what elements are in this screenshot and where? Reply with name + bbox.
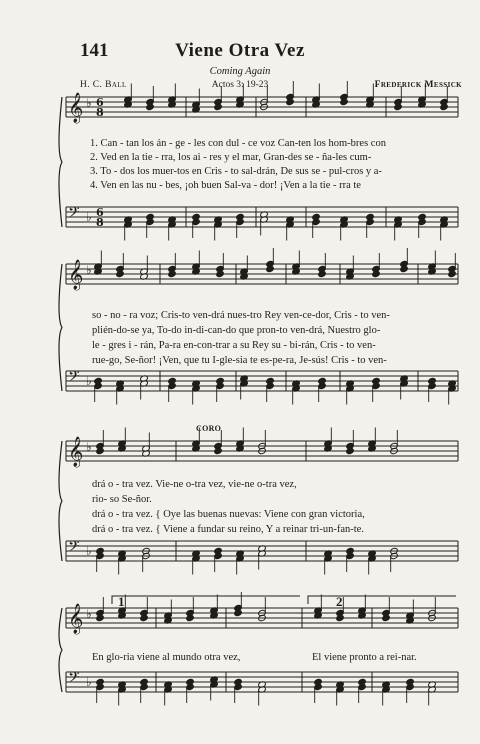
lyric-line-3: le - gres i - rán, Pa-ra en-con-trar a su Rey su - bi-rán, Cris - to ven- — [92, 340, 376, 351]
flat-sign-icon: ♭ — [86, 544, 92, 558]
verse-line-3: 3. To - dos los muer-tos en Cris - to sal-drán, De sus se - pul-cros y a- — [90, 166, 382, 177]
verse-line-4: 4. Ven en las nu - bes, ¡oh buen Sal-va - dor! ¡Ven a la tie - rra te — [90, 180, 361, 191]
scripture-ref: Actos 3: 19-23 — [211, 80, 269, 90]
verse-line-2: 2. Ved en la tie - rra, los ai - res y el mar, Gran-des se - ña-les cum- — [90, 152, 372, 163]
author: H. C. Ball — [80, 80, 127, 90]
hymn-number: 141 — [80, 40, 109, 61]
flat-sign-icon: ♭ — [86, 210, 92, 224]
second-ending-number: 2 — [336, 594, 343, 609]
flat-sign-icon: ♭ — [86, 607, 92, 621]
time-signature-bottom: 8 — [96, 106, 104, 119]
flat-sign-icon: ♭ — [86, 374, 92, 388]
bass-clef-icon: 𝄢 — [68, 204, 80, 225]
time-signature-bottom: 8 — [96, 216, 104, 229]
first-ending-number: 1 — [118, 594, 125, 609]
bass-clef-icon: 𝄢 — [68, 538, 80, 559]
time-signature-top: 6 — [96, 206, 104, 219]
verse-line-1: 1. Can - tan los án - ge - les con dul - ce voz Can-ten los hom-bres con — [90, 138, 386, 149]
bass-clef-icon: 𝄢 — [68, 368, 80, 389]
treble-clef-icon: 𝄞 — [68, 604, 84, 634]
treble-clef-icon: 𝄞 — [68, 437, 84, 467]
lyric-line-1: so - no - ra voz; Cris-to ven-drá nues-tro Rey ven-ce-dor, Cris - to ven- — [92, 310, 390, 321]
system-brace — [59, 97, 62, 227]
final-lyric-right: El viene pronto a rei-nar. — [312, 652, 417, 663]
flat-sign-icon: ♭ — [86, 675, 92, 689]
chorus-line-4: drá o - tra vez. { Viene a fundar su reino, Y a reinar tri-un-fan-te. — [92, 524, 364, 535]
treble-clef-icon: 𝄞 — [68, 260, 84, 290]
chorus-line-2: rio- so Se-ñor. — [92, 494, 152, 505]
hymn-subtitle: Coming Again — [209, 66, 271, 77]
system-brace — [59, 441, 62, 561]
final-lyric-left: En glo-ria viene al mundo otra vez, — [92, 652, 241, 663]
hymn-title: Viene Otra Vez — [175, 40, 305, 61]
flat-sign-icon: ♭ — [86, 440, 92, 454]
chorus-label: CORO — [196, 424, 222, 433]
flat-sign-icon: ♭ — [86, 263, 92, 277]
system-brace — [59, 264, 62, 391]
lyric-line-2: plién-do-se ya, To-do in-di-can-do que pron-to ven-drá, Nuestro glo- — [92, 325, 381, 336]
flat-sign-icon: ♭ — [86, 96, 92, 110]
chorus-line-1: drá o - tra vez. Vie-ne o-tra vez, vie-ne o-tra vez, — [92, 479, 297, 490]
time-signature-top: 6 — [96, 96, 104, 109]
first-ending-bracket — [112, 596, 300, 604]
treble-clef-icon: 𝄞 — [68, 93, 84, 123]
chorus-line-3: drá o - tra vez. { Oye las buenas nuevas: Viene con gran victoria, — [92, 509, 365, 520]
second-ending-bracket — [308, 596, 456, 604]
system-brace — [59, 608, 62, 692]
lyric-line-4: rue-go, Se-ñor! ¡Ven, que tu I-gle-sia te es-pe-ra, Je-sús! Cris - to ven- — [92, 355, 387, 366]
composer: Frederick Messick — [374, 80, 462, 90]
bass-clef-icon: 𝄢 — [68, 669, 80, 690]
